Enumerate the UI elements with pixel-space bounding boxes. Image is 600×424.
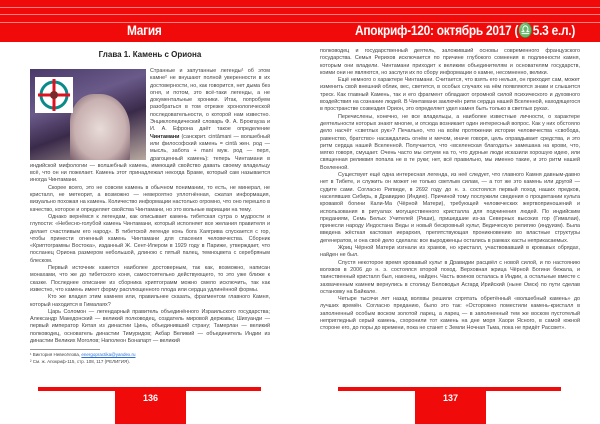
illustration-painting	[30, 69, 146, 160]
page-number-left: 136	[115, 388, 186, 424]
intro-continuation: (санскрит. cintâmani — волшебный или философский камень = cintâ жен. род — мысль, забота + mani муж. род — перл, драгоценный камень): теперь Чинтамани в индийской мифологии — волшебный камень, имеющий свойство давать своему владельцу всё, что он ни пожелает. Камень этот принадлежал некогда Браме, который сам называется иногда Чинтамани.	[30, 133, 270, 184]
chapter-title: Глава 1. Камень с Ориона	[98, 50, 202, 59]
stone-image	[70, 94, 130, 160]
paragraph: Кто же владел этим камнем или, правильнее сказать, фрагментом главного Камня, который находится в Гималаях?	[30, 294, 270, 308]
header-stripe	[0, 7, 600, 8]
right-body	[320, 48, 580, 333]
mandala-icon	[35, 77, 73, 113]
paragraph: Скорее всего, это не совсем камень в обычном понимании, то есть, не минерал, не кристалл, не метеорит, а возможно — невероятно уплотнённая, сжатая информация, визуально похожая на камень. Количество информации настолько огромно, что оно перешло в качество, которое и определяет свойства Чинтамани, но это вольные вариации на тему.	[30, 184, 270, 213]
page-number-right: 137	[415, 388, 486, 424]
footnote-divider	[30, 349, 100, 350]
footnote-text: ¹ Виктория Невесёлова,	[30, 352, 82, 358]
header-bar	[0, 0, 600, 42]
paragraph: Перечислены, конечно, не все владельцы, а наиболее известные личности, о характере деятельности которых знают многие, и отсюда возникает один интересный вопрос. Как у них обстояло дело насчёт «светлых рук»? Печально, что на всём протяжении истории человечества «свобода, равенство, братство» насаждались огнём и мечом, иначе говоря, цель оправдывает средства, и это ритм сердца нашей Вселенной. Получается, что «вселенская благодать» замешана на крови, что, мягко говоря, смущает. Очень часто мы сетуем на то, что дурные люди исказили хорошую идею, или священная реликвия попала не в те руки; нет, всё правильно, мы именно такие, и это ритм нашей Вселенной.	[320, 113, 580, 171]
paragraph: полководец и государственный деятель, заложивший основы современного французского государства. Семья Рерихов исключается по причине глубокого сомнения в подлинности камня, которым они владели. Чинтамани приходит к великим объединителям и основателям государств, коими они не являются, но заслуги их по сбору информации о камне, несомненно, велики.	[320, 48, 580, 76]
paragraph: Жриц Чёрной Матери изгнали из храмов, но кристалл, участвовавший в кровавых обрядах, найден не был.	[320, 245, 580, 259]
paragraph: Существует ещё одна интересная легенда, из неё следует, что главного Камня давным-давно нет в Тибете, и служить он может не только светлым силам, — а тот же это камень или другой — судите сами. Согласно Ригведе, в 2692 году до н. э. состоялся первый поход наших предков, населявших Сибирь, в Дравидию (Индию). Причиной тому послужили сведения о процветании культа кровавой богини Кали-Ма (Чёрной Матери), требующей человеческих жертвоприношений и использования в ритуалах могущественного кристалла для подчинения людей. По индийским преданиям, Семь Белых Учителей (Риши), пришедшие из-за Северных высоких гор (Гималаи), принесли народу Индостана Веды и новый бескровный культ, Ведическую религию (индуизм). Была введена жёсткая кастовая иерархия, препятствующая проникновению во властные структуры дегенератов, и она своё дело сделала: все выродженцы остались в рамках касты неприкасаемых.	[320, 172, 580, 244]
header-stripe	[0, 14, 600, 15]
paragraph: Спустя некоторое время кровавый культ в Дравидии расцвёл с новой силой, и по настоянию волхвов в 2006 до н. э. состоялся второй поход. Верховная жрица Чёрной Богини бежала, и таинственный кристалл был, наконец, найден. Часть воинов осталась в Индии, а остальные вместе с захваченным камнем вернулись в столицу Беловодья Асгард Ирийский (ныне Омск) по пути сделав остановку на Байкале.	[320, 259, 580, 295]
paragraph: Первый источник кажется наиболее достоверным, так как, возможно, написан монахами, что же до тибетского коня, самостоятельно действующего, то это уже ближе к сказке. Последнее описание из сборника криптограмм можно смело исключить, так как известно, что камень имеет форму расплющенного плода или сердца удлинённой формы.	[30, 265, 270, 293]
intro-text: Странные и запутанные легенды¹ об этом камне² не внушают полной уверенности в их достоверности, но, как говорится, нет дыма без огня, и потом, это всё-таки легенды, а не документальные хроники. Итак, попробуем разобраться в том отрезке хронологической последовательности, о которой нам известно. Энциклопедический словарь Ф. А. Брокгауза и И. А. Ефрона даёт такое определение	[150, 68, 270, 133]
footnote-2: ² См. ж. Апокриф-115, стр. 108, 117 (РЕЛИГИЯ).	[30, 358, 131, 364]
paragraph: Четыре тысячи лет назад волхвы решили спрятать обретённый «волшебный камень» до лучших времён. Согласно преданию, было это так: «Осторожно поместили камень-кристалл в заполненный особым воском золотой ларец, а ларец — в заполненный тем же воском пустотелый непригледный серый камень, схоронили тот камень на дне моря Хаори Ясного, в самой южной стороне его, до поры до времени, пока не станет с Земли Ночная Тьма, пока не придёт Рассвет».	[320, 296, 580, 332]
issue-title: Апокриф-120: октябрь 2017 (♎5.3 е.л.)	[355, 22, 576, 38]
email-link[interactable]: energopractika@yandex.ru	[81, 352, 136, 358]
term-chintamani: Чинтамани	[150, 133, 180, 140]
paragraph: Царь Соломон — легендарный правитель объединённого Израильского государства; Александр Македонский — великий полководец, создатель мировой державы; Шихуанди — первый император Китая из династии Цинь, объединивший страну; Тамерлан — великий полководец, основатель династии Тимуридов; Акбар Великий — объединитель Индии из династии Великих Моголов; Наполеон Бонапарт — великий	[30, 308, 270, 344]
paragraph: Однако вернёмся к легендам, как описывает камень тибетская сутра о мудрости и глупости: «Небесно-голубой камень Чинтамани, который исполняет все желания правителя и делает счастливым его народ». В тибетской легенде конь бога Хаягрива спускается с гор, чтобы принести огненный камень Чинтамани для спасения человечества. Сборник «Криптограммы Востока», изданный Ж. Сент-Илером в 1929 году в Париже, утверждает, что посланец Ориона размером небольшой, длиною с пятый палец, темноцвета с серебряным блеском.	[30, 213, 270, 264]
left-body	[30, 68, 270, 365]
section-title: Магия	[127, 22, 162, 38]
paragraph: Ещё немного о характере Чинтамани. Считается, что взять его нельзя, он приходит сам, может изменить свой внешний облик, вес, светится, в особых случаях на нём появляются знаки и слышится треск. Как главный Камень, так и его фрагмент обладают огромной силой психического и духовного воздействия на сознание людей. В Чинтамани заключён ритм сердца нашей Вселенной, находящегося в пространстве созвездия Орион, это определяет удел камня быть только в светлых руках.	[320, 77, 580, 113]
